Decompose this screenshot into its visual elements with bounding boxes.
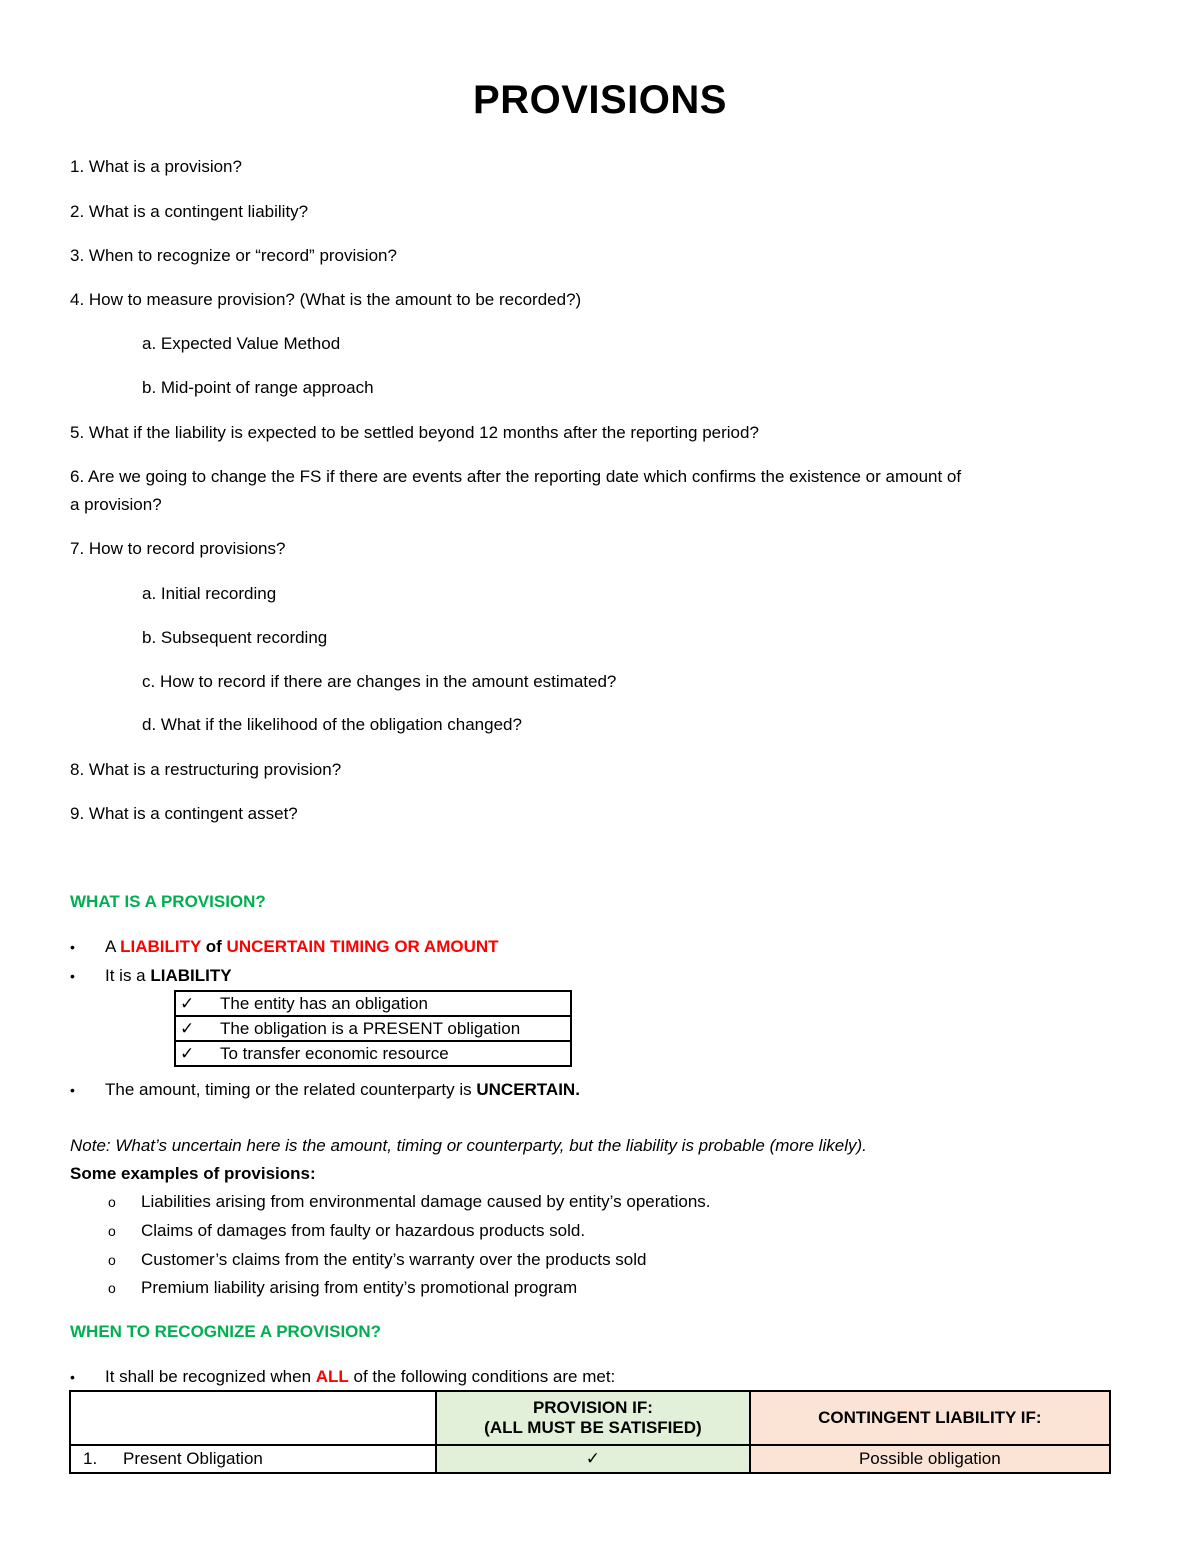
check-icon: ✓ <box>180 1018 195 1038</box>
conditions-line: It shall be recognized when ALL of the following conditions are met: <box>105 1367 616 1386</box>
sub-bullet-icon: o <box>108 1223 116 1239</box>
table-cell: ✓ The entity has an obligation <box>175 991 571 1016</box>
question-9: 9. What is a contingent asset? <box>70 804 298 823</box>
row-label-cell: 1. Present Obligation <box>70 1445 436 1473</box>
section-heading-what-is-provision: WHAT IS A PROVISION? <box>70 892 266 911</box>
recognition-conditions-table <box>69 1390 1111 1474</box>
bullet-icon: • <box>70 1082 75 1098</box>
question-6-cont: a provision? <box>70 495 162 514</box>
row-contingent-cell: Possible obligation <box>750 1445 1110 1473</box>
question-2: 2. What is a contingent liability? <box>70 202 309 221</box>
table-header-row <box>70 1391 1110 1445</box>
question-4b: b. Mid-point of range approach <box>142 378 374 397</box>
question-5: 5. What if the liability is expected to be settled beyond 12 months after the reporting period? <box>70 423 759 442</box>
question-7a: a. Initial recording <box>142 584 277 603</box>
question-7d: d. What if the likelihood of the obligation changed? <box>142 715 522 734</box>
bullet-icon: • <box>70 939 75 955</box>
sub-bullet-icon: o <box>108 1252 116 1268</box>
note-text: Note: What’s uncertain here is the amount, timing or counterparty, but the liability is probable (more likely). <box>70 1136 867 1155</box>
question-3: 3. When to recognize or “record” provision? <box>70 246 397 265</box>
uncertain-emphasis: UNCERTAIN TIMING OR AMOUNT <box>226 937 499 956</box>
question-7c: c. How to record if there are changes in the amount estimated? <box>142 672 617 691</box>
sub-bullet-icon: o <box>108 1194 116 1210</box>
table-row <box>175 1016 571 1041</box>
bullet-icon: • <box>70 1369 75 1385</box>
page-title: PROVISIONS <box>473 78 727 122</box>
check-icon: ✓ <box>180 1043 195 1063</box>
header-contingent-liability: CONTINGENT LIABILITY IF: <box>750 1391 1110 1445</box>
all-emphasis: ALL <box>315 1367 349 1386</box>
liability-emphasis: LIABILITY <box>120 937 202 956</box>
table-cell: ✓ To transfer economic resource <box>175 1041 571 1066</box>
list-item: Liabilities arising from environmental damage caused by entity’s operations. <box>141 1192 711 1211</box>
question-4a: a. Expected Value Method <box>142 334 341 353</box>
check-icon: ✓ <box>180 993 195 1013</box>
bullet-icon: • <box>70 968 75 984</box>
list-item: Premium liability arising from entity’s promotional program <box>141 1278 578 1297</box>
question-7b: b. Subsequent recording <box>142 628 328 647</box>
check-icon: ✓ <box>436 1445 749 1473</box>
is-liability-line: It is a LIABILITY <box>105 966 232 985</box>
uncertain-line: The amount, timing or the related counterparty is UNCERTAIN. <box>105 1080 580 1099</box>
sub-bullet-icon: o <box>108 1280 116 1296</box>
table-row <box>70 1445 1110 1473</box>
question-1: 1. What is a provision? <box>70 157 242 176</box>
question-8: 8. What is a restructuring provision? <box>70 760 342 779</box>
question-6: 6. Are we going to change the FS if there are events after the reporting date which confirms the existence or amount of <box>70 467 962 486</box>
liability-criteria-table <box>174 990 572 1067</box>
table-row <box>175 1041 571 1066</box>
examples-heading: Some examples of provisions: <box>70 1164 316 1183</box>
header-provision: PROVISION IF: (ALL MUST BE SATISFIED) <box>436 1391 749 1445</box>
section-heading-when-to-recognize: WHEN TO RECOGNIZE A PROVISION? <box>70 1322 382 1341</box>
table-row <box>175 991 571 1016</box>
list-item: Claims of damages from faulty or hazardous products sold. <box>141 1221 586 1240</box>
question-4: 4. How to measure provision? (What is the amount to be recorded?) <box>70 290 582 309</box>
list-item: Customer’s claims from the entity’s warranty over the products sold <box>141 1250 647 1269</box>
table-cell: ✓ The obligation is a PRESENT obligation <box>175 1016 571 1041</box>
question-7: 7. How to record provisions? <box>70 539 286 558</box>
header-blank-cell <box>70 1391 436 1445</box>
definition-line: A LIABILITY of UNCERTAIN TIMING OR AMOUNT <box>105 937 499 956</box>
